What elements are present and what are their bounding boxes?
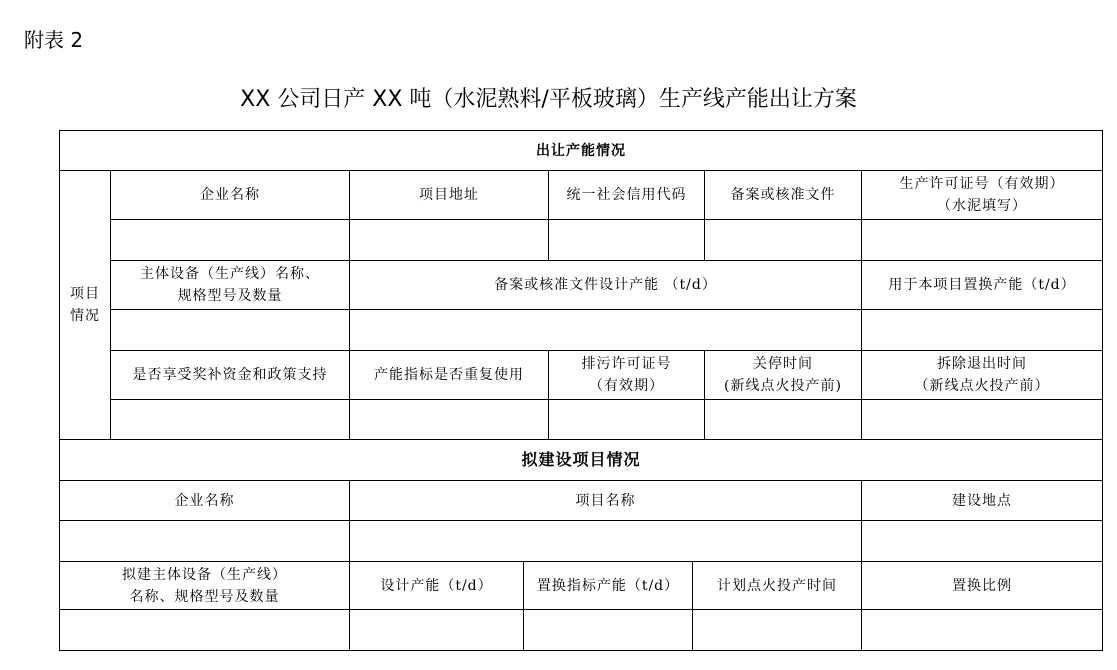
header-capacity-reuse: 产能指标是否重复使用: [350, 351, 549, 400]
blank-cell[interactable]: [111, 310, 350, 351]
blank-cell[interactable]: [111, 400, 350, 440]
blank-cell[interactable]: [350, 220, 549, 261]
transfer-row3-headers: [60, 351, 1103, 400]
proposed-section-title: 拟建设项目情况: [60, 440, 1103, 481]
blank-cell[interactable]: [549, 220, 705, 261]
blank-cell[interactable]: [705, 400, 862, 440]
blank-cell[interactable]: [350, 310, 862, 351]
header-production-license: [862, 171, 1103, 220]
blank-cell[interactable]: [862, 220, 1103, 261]
proposed-row2-blank: [60, 610, 1103, 651]
document-title: XX 公司日产 XX 吨（水泥熟料/平板玻璃）生产线产能出让方案: [240, 87, 857, 112]
transfer-section-title: 出让产能情况: [60, 131, 1103, 171]
header-subsidy-support: 是否享受奖补资金和政策支持: [111, 351, 350, 400]
license-line2: （水泥填写）: [937, 198, 1027, 214]
transfer-row1-headers: [60, 171, 1103, 220]
proposed-section-header-row: [60, 440, 1103, 481]
capacity-transfer-form: [59, 130, 1103, 651]
transfer-section-header-row: [60, 131, 1103, 171]
shutdown-line2: (新线点火投产前): [724, 378, 842, 394]
blank-cell[interactable]: [862, 310, 1103, 351]
permit-line1: 排污许可证号: [581, 356, 672, 372]
header-discharge-permit: [549, 351, 705, 400]
blank-cell[interactable]: [524, 610, 693, 651]
header-demolition-time: [862, 351, 1103, 400]
equipment-line1: 主体设备（生产线）名称、: [140, 266, 320, 282]
blank-cell[interactable]: [693, 610, 862, 651]
proposed-row1-blank: [60, 521, 1103, 562]
proposed-equipment-line2: 名称、规格型号及数量: [129, 588, 280, 605]
blank-cell[interactable]: [705, 220, 862, 261]
blank-cell[interactable]: [862, 400, 1103, 440]
blank-cell[interactable]: [111, 220, 350, 261]
blank-cell[interactable]: [350, 610, 524, 651]
proposed-row2-headers: [60, 562, 1103, 610]
header-credit-code: 统一社会信用代码: [549, 171, 705, 220]
project-label-line1: 项目: [70, 286, 100, 302]
header-proposed-location: 建设地点: [862, 481, 1103, 521]
blank-cell[interactable]: [350, 400, 549, 440]
header-proposed-equipment: [60, 562, 350, 610]
header-project-address: 项目地址: [350, 171, 549, 220]
blank-cell[interactable]: [862, 521, 1103, 562]
transfer-row3-blank: [60, 400, 1103, 440]
license-line1: 生产许可证号（有效期）: [899, 176, 1065, 192]
demolish-line2: （新线点火投产前）: [914, 378, 1050, 394]
blank-cell[interactable]: [862, 610, 1103, 651]
demolish-line1: 拆除退出时间: [937, 356, 1027, 372]
blank-cell[interactable]: [60, 610, 350, 651]
blank-cell[interactable]: [350, 521, 862, 562]
proposed-equipment-line1: 拟建主体设备（生产线）: [122, 566, 287, 583]
header-replacement-ratio: 置换比例: [862, 562, 1103, 610]
header-replacement-index: 置换指标产能（t/d）: [524, 562, 693, 610]
blank-cell[interactable]: [60, 521, 350, 562]
proposed-row1-headers: [60, 481, 1103, 521]
header-proposed-enterprise-name: 企业名称: [60, 481, 350, 521]
header-enterprise-name: 企业名称: [111, 171, 350, 220]
attachment-label: 附表 2: [24, 28, 84, 52]
transfer-row2-blank: [60, 310, 1103, 351]
permit-line2: （有效期）: [589, 378, 664, 394]
blank-cell[interactable]: [549, 400, 705, 440]
equipment-line2: 规格型号及数量: [177, 288, 283, 304]
header-filing-doc: 备案或核准文件: [705, 171, 862, 220]
header-proposed-project-name: 项目名称: [350, 481, 862, 521]
transfer-row2-headers: [60, 261, 1103, 310]
header-proposed-design-capacity: 设计产能（t/d）: [350, 562, 524, 610]
project-info-label: [60, 171, 111, 440]
transfer-row1-blank: [60, 220, 1103, 261]
header-replacement-capacity: 用于本项目置换产能（t/d）: [862, 261, 1103, 310]
header-ignition-time: 计划点火投产时间: [693, 562, 862, 610]
header-design-capacity: 备案或核准文件设计产能 （t/d）: [350, 261, 862, 310]
header-main-equipment: [111, 261, 350, 310]
project-label-line2: 情况: [70, 308, 100, 324]
shutdown-line1: 关停时间: [753, 356, 813, 372]
header-shutdown-time: [705, 351, 862, 400]
